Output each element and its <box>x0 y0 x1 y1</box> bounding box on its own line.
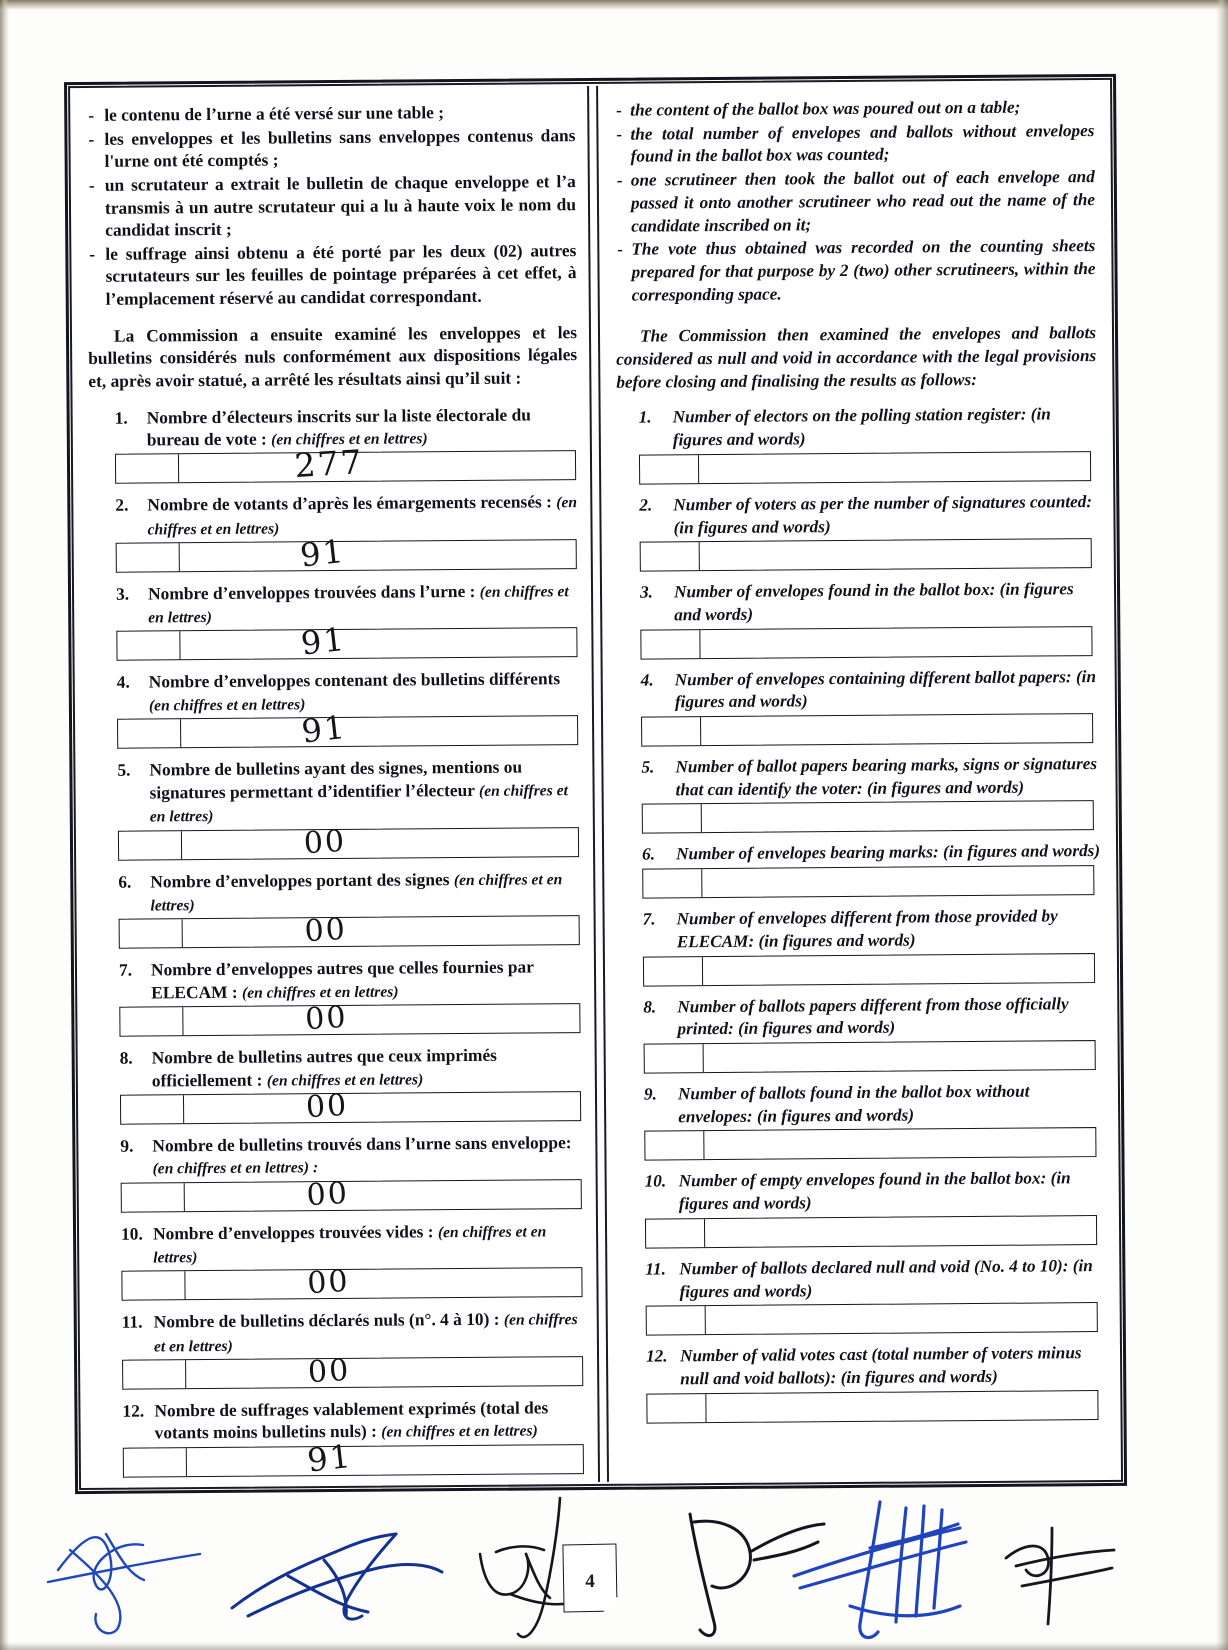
tally-item-label <box>90 579 579 629</box>
handwritten-value: 91 <box>304 1436 354 1480</box>
french-column <box>72 86 598 1486</box>
handwritten-value: 00 <box>304 1087 349 1126</box>
answer-figures-cell[interactable] <box>643 805 702 833</box>
tally-item <box>623 1255 1104 1336</box>
answer-words-cell[interactable] <box>182 823 578 861</box>
answer-box[interactable] <box>645 1215 1097 1249</box>
tally-item <box>620 840 1100 898</box>
answer-words-cell[interactable] <box>187 1436 583 1480</box>
answer-box[interactable] <box>646 1390 1098 1424</box>
answer-words-cell[interactable] <box>179 442 575 486</box>
tally-item <box>617 403 1098 484</box>
tally-item-text: Nombre d’enveloppes trouvées vides : <box>152 1220 438 1244</box>
page-number-tab <box>562 1544 617 1613</box>
tally-item-hint: (en chiffres et en lettres) <box>149 782 568 826</box>
handwritten-value: 00 <box>305 1264 351 1302</box>
tally-item-number: 12. <box>645 1346 668 1366</box>
handwritten-value: 00 <box>302 823 347 861</box>
tally-item-label <box>96 1307 585 1357</box>
answer-box[interactable] <box>120 1087 581 1126</box>
answer-box[interactable] <box>117 708 578 751</box>
answer-figures-cell[interactable] <box>646 1219 705 1247</box>
tally-item-text: Number of envelopes different from those provided by ELECAM: (in figures and words) <box>676 906 1058 952</box>
answer-box[interactable] <box>115 442 576 486</box>
tally-item-number: 2. <box>639 495 653 515</box>
tally-item-number: 12. <box>122 1400 145 1421</box>
tally-item <box>621 905 1102 986</box>
answer-figures-cell[interactable] <box>640 455 699 483</box>
answer-figures-cell[interactable] <box>118 720 181 748</box>
tally-item <box>91 755 581 860</box>
scan-edge-left <box>0 0 9 1650</box>
tally-item-label <box>623 1167 1103 1216</box>
answer-figures-cell[interactable] <box>116 455 179 483</box>
signature-2 <box>228 1520 478 1640</box>
answer-figures-cell[interactable] <box>644 957 703 985</box>
tally-item-number: 3. <box>115 583 130 604</box>
answer-figures-cell[interactable] <box>124 1448 187 1476</box>
tally-item-label <box>93 955 582 1005</box>
tally-item-text: Nombre de votants d’après les émargements recensés : <box>147 491 557 515</box>
answer-words-cell[interactable] <box>185 1175 581 1213</box>
answer-words-cell[interactable] <box>700 627 1091 658</box>
tally-item-label <box>92 867 581 917</box>
tally-item-text: Number of ballots found in the ballot box without envelopes: (in figures and words) <box>677 1081 1030 1127</box>
answer-box[interactable] <box>642 865 1094 899</box>
fr-bullet: - les enveloppes et les bulletins sans enveloppes contenus dans l'urne ont été comptés ; <box>86 124 575 173</box>
tally-item-label <box>619 753 1099 802</box>
answer-box[interactable] <box>119 999 580 1038</box>
tally-item-number: 9. <box>120 1135 134 1156</box>
answer-words-cell[interactable] <box>700 539 1091 570</box>
signature-1 <box>48 1510 238 1640</box>
english-numbered-items <box>617 403 1105 1423</box>
tally-item-hint: (en chiffres et en lettres) <box>266 1070 424 1090</box>
tally-item-label <box>621 993 1101 1042</box>
tally-item-number: 9. <box>643 1084 657 1104</box>
tally-item-text: Nombre d’enveloppes trouvées dans l’urne : <box>147 580 480 604</box>
tally-item <box>96 1396 586 1478</box>
answer-figures-cell[interactable] <box>120 1007 183 1035</box>
en-bullet: - The vote thus obtained was recorded on the counting sheets prepared for that purpose by 2 (two) other scrutineers, within the corresponding space. <box>615 235 1096 307</box>
tally-item-text: Number of envelopes containing different ballot papers: (in figures and words) <box>674 666 1097 712</box>
answer-box[interactable] <box>119 911 580 950</box>
answer-box[interactable] <box>121 1264 582 1302</box>
tally-item <box>93 955 583 1037</box>
answer-figures-cell[interactable] <box>647 1394 706 1422</box>
tally-item <box>619 666 1100 747</box>
tally-item-label <box>89 490 578 540</box>
scan-edge-top <box>0 0 1228 10</box>
english-procedure-bullets <box>614 96 1096 307</box>
tally-item-label <box>91 755 581 828</box>
tally-item-number: 8. <box>643 997 657 1017</box>
tally-item-label <box>91 668 580 718</box>
tally-item-label <box>624 1342 1104 1391</box>
tally-item-number: 11. <box>121 1311 143 1332</box>
tally-item-label <box>94 1131 583 1181</box>
answer-words-cell[interactable] <box>705 1216 1096 1247</box>
answer-figures-cell[interactable] <box>641 542 700 570</box>
answer-figures-cell[interactable] <box>641 630 700 658</box>
answer-words-cell[interactable] <box>186 1352 582 1391</box>
tally-item-hint: (en chiffres et en lettres) <box>148 583 569 627</box>
answer-words-cell[interactable] <box>699 452 1090 483</box>
tally-item-label <box>95 1219 584 1269</box>
en-bullet: - the total number of envelopes and ballots without envelopes found in the ballot box was counted; <box>614 120 1094 169</box>
tally-item-number: 10. <box>120 1223 143 1244</box>
tally-item-number: 3. <box>639 582 654 602</box>
fr-bullet: - le contenu de l’urne a été versé sur une table ; <box>86 100 575 126</box>
tally-item <box>618 578 1099 659</box>
answer-box[interactable] <box>644 1040 1096 1074</box>
answer-box[interactable] <box>640 538 1092 572</box>
tally-item-number: 5. <box>641 757 655 777</box>
tally-item-number: 10. <box>644 1171 667 1191</box>
french-procedure-bullets <box>86 100 577 310</box>
tally-item-hint: (en chiffres et en lettres) <box>153 1311 578 1355</box>
tally-item-number: 7. <box>118 959 133 980</box>
answer-words-cell[interactable] <box>706 1391 1097 1422</box>
tally-item-text: Number of ballot papers bearing marks, signs or signatures that can identify the voter: (in figures and words) <box>675 754 1098 800</box>
fr-bullet: - un scrutateur a extrait le bulletin de chaque enveloppe et l’a transmis à un autre scrutateur qui a lu à haute voix le nom du candidat inscrit ; <box>87 170 577 242</box>
signature-4 <box>650 1494 850 1644</box>
tally-item-hint: (en chiffres et en lettres) <box>271 430 428 449</box>
english-column <box>598 82 1119 1482</box>
tally-item-text: Nombre de bulletins autres que ceux imprimés officiellement : <box>151 1044 497 1091</box>
answer-words-cell[interactable] <box>701 714 1092 745</box>
tally-item-hint: (en chiffres et en lettres) <box>150 870 563 915</box>
tally-item-number: 1. <box>114 407 128 428</box>
tally-item-number: 5. <box>117 759 131 781</box>
tally-item-label <box>96 1396 585 1446</box>
answer-box[interactable] <box>116 531 577 575</box>
signature-6 <box>1000 1524 1130 1634</box>
handwritten-value: 00 <box>303 911 348 950</box>
tally-item-label <box>621 905 1101 954</box>
answer-figures-cell[interactable] <box>117 632 180 660</box>
tally-item-label <box>622 1080 1102 1129</box>
answer-box[interactable] <box>646 1302 1098 1336</box>
tally-item-number: 4. <box>116 672 130 693</box>
answer-figures-cell[interactable] <box>120 919 183 947</box>
tally-item-hint: (en chiffres et en lettres) <box>381 1422 538 1442</box>
answer-figures-cell[interactable] <box>122 1271 185 1299</box>
handwritten-value: 00 <box>303 999 349 1038</box>
tally-item <box>617 491 1098 572</box>
answer-box[interactable] <box>643 953 1095 987</box>
tally-item-number: 6. <box>642 844 656 865</box>
answer-box[interactable] <box>641 713 1093 747</box>
answer-box[interactable] <box>118 823 579 861</box>
tally-item-hint: (en chiffres et en lettres) <box>153 1223 547 1267</box>
tally-item <box>95 1219 585 1301</box>
tally-item-text: Nombre d’enveloppes portant des signes <box>150 868 454 891</box>
tally-item <box>622 1080 1103 1161</box>
tally-item-text: Number of empty envelopes found in the ballot box: (in figures and words) <box>678 1168 1071 1214</box>
tally-item <box>621 993 1102 1074</box>
tally-item <box>96 1307 586 1389</box>
en-bullet: - one scrutineer then took the ballot out of each envelope and passed it onto another scrutineer who read out the name of the candidate inscribed on it; <box>615 166 1096 238</box>
answer-words-cell[interactable] <box>702 802 1093 833</box>
tally-item-text: Number of valid votes cast (total number of voters minus null and void ballots): (in figures and words) <box>679 1343 1082 1389</box>
answer-box[interactable] <box>644 1127 1096 1161</box>
answer-words-cell[interactable] <box>704 1041 1095 1072</box>
tally-item <box>89 490 579 575</box>
answer-figures-cell[interactable] <box>645 1132 704 1160</box>
answer-box[interactable] <box>122 1352 583 1391</box>
answer-words-cell[interactable] <box>180 531 576 575</box>
answer-figures-cell[interactable] <box>642 717 701 745</box>
tally-item <box>91 668 581 750</box>
tally-item-text: Number of ballots papers different from those officially printed: (in figures and words) <box>677 993 1069 1039</box>
english-intro-paragraph: The Commission then examined the envelopes and ballots considered as null and void in accordance with the legal provisions before closing and finalising the results as follows: <box>616 323 1097 392</box>
tally-item-number: 8. <box>119 1047 133 1068</box>
en-bullet: - the content of the ballot box was poured out on a table; <box>614 96 1094 122</box>
answer-figures-cell[interactable] <box>645 1044 704 1072</box>
tally-item-text: Nombre de bulletins trouvés dans l’urne sans enveloppe: <box>152 1131 572 1156</box>
french-intro-paragraph: La Commission a ensuite examiné les enveloppes et les bulletins considérés nuls conformément aux dispositions légales et, après avoir statué, a arrêté les résultats ainsi qu’il suit : <box>88 321 578 391</box>
tally-item-label <box>619 666 1099 715</box>
answer-words-cell[interactable] <box>185 1264 581 1302</box>
handwritten-value: 00 <box>306 1352 351 1391</box>
tally-item <box>619 753 1100 834</box>
tally-item-text: Number of envelopes found in the ballot box: (in figures and words) <box>673 579 1074 625</box>
tally-item-text: Nombre de bulletins ayant des signes, mentions ou signatures permettant d’identifier l’électeur <box>149 756 523 803</box>
tally-item <box>94 1131 584 1213</box>
tally-item-text: Number of envelopes bearing marks: (in figures and words) <box>676 841 1101 864</box>
tally-item <box>92 867 582 949</box>
tally-item-text: Nombre d’enveloppes autres que celles fournies par ELECAM : <box>150 956 534 1003</box>
tally-item-number: 2. <box>115 495 129 516</box>
answer-figures-cell[interactable] <box>117 543 180 571</box>
handwritten-value: 277 <box>293 442 366 486</box>
tally-item-label <box>620 840 1100 866</box>
document-sheet <box>64 74 1127 1494</box>
answer-box[interactable] <box>121 1175 582 1213</box>
tally-item <box>90 579 580 664</box>
answer-words-cell[interactable] <box>703 954 1094 985</box>
tally-item-label <box>617 403 1097 452</box>
answer-words-cell[interactable] <box>184 1087 580 1126</box>
tally-item-text: Number of voters as per the number of signatures counted: (in figures and words) <box>673 491 1093 537</box>
tally-item-number: 7. <box>642 909 656 929</box>
answer-words-cell[interactable] <box>183 911 579 950</box>
answer-figures-cell[interactable] <box>647 1306 706 1334</box>
scan-edge-bottom <box>0 1642 1228 1650</box>
bilingual-columns <box>72 82 1119 1486</box>
answer-words-cell[interactable] <box>181 708 577 751</box>
tally-item-text: Nombre de suffrages valablement exprimés (total des votants moins bulletins nuls) : <box>154 1397 549 1443</box>
tally-item-text: Nombre d’enveloppes contenant des bulletins différents <box>148 668 561 692</box>
tally-item-label <box>94 1043 583 1093</box>
tally-item-text: Number of ballots declared null and void (No. 4 to 10): (in figures and words) <box>679 1255 1093 1301</box>
handwritten-value: 91 <box>298 620 348 664</box>
answer-figures-cell[interactable] <box>123 1360 186 1388</box>
handwritten-value: 00 <box>305 1175 350 1213</box>
answer-box[interactable] <box>123 1436 584 1480</box>
answer-figures-cell[interactable] <box>122 1183 185 1211</box>
tally-item-hint: (en chiffres et en lettres) <box>148 696 306 715</box>
tally-item <box>623 1167 1104 1248</box>
answer-box[interactable] <box>116 620 577 664</box>
answer-words-cell[interactable] <box>180 620 576 664</box>
tally-item-text: Number of electors on the polling station register: (in figures and words) <box>672 404 1051 450</box>
tally-item-text: Nombre de bulletins déclarés nuls (n°. 4 à 10) : <box>153 1308 504 1332</box>
answer-words-cell[interactable] <box>706 1303 1097 1334</box>
answer-box[interactable] <box>642 801 1094 835</box>
tally-item-hint: (en chiffres et en lettres) <box>147 494 578 539</box>
tally-item-number: 11. <box>645 1259 666 1279</box>
answer-words-cell[interactable] <box>704 1128 1095 1159</box>
tally-item-label <box>623 1255 1103 1304</box>
handwritten-value: 91 <box>297 531 347 575</box>
tally-item-hint: (en chiffres et en lettres) <box>241 983 399 1002</box>
tally-item <box>94 1043 584 1125</box>
tally-item <box>89 403 579 485</box>
tally-item-number: 6. <box>118 871 132 892</box>
answer-box[interactable] <box>639 451 1091 485</box>
signature-5 <box>790 1502 1030 1642</box>
handwritten-value: 91 <box>299 708 348 751</box>
fr-bullet: - le suffrage ainsi obtenu a été porté par les deux (02) autres scrutateurs sur les feuilles de pointage préparées à cet effet, à l’emplacement réservé au candidat correspondant. <box>87 239 577 311</box>
tally-item-number: 1. <box>638 407 652 428</box>
answer-words-cell[interactable] <box>702 866 1093 897</box>
tally-item-text: Nombre d’électeurs inscrits sur la liste électorale du bureau de vote : <box>146 403 532 450</box>
page-number: 4 <box>585 1570 595 1593</box>
tally-item-label <box>618 578 1098 627</box>
tally-item-label <box>617 491 1097 540</box>
answer-words-cell[interactable] <box>183 999 579 1038</box>
tally-item <box>624 1342 1105 1423</box>
answer-box[interactable] <box>640 626 1092 660</box>
tally-item-label <box>89 403 578 453</box>
french-numbered-items <box>89 403 586 1478</box>
scan-edge-right <box>1216 0 1228 1650</box>
tally-item-hint: (en chiffres et en lettres) : <box>152 1159 319 1178</box>
answer-figures-cell[interactable] <box>643 869 702 897</box>
answer-figures-cell[interactable] <box>121 1095 184 1123</box>
answer-figures-cell[interactable] <box>119 831 182 859</box>
tally-item-number: 4. <box>640 670 654 690</box>
